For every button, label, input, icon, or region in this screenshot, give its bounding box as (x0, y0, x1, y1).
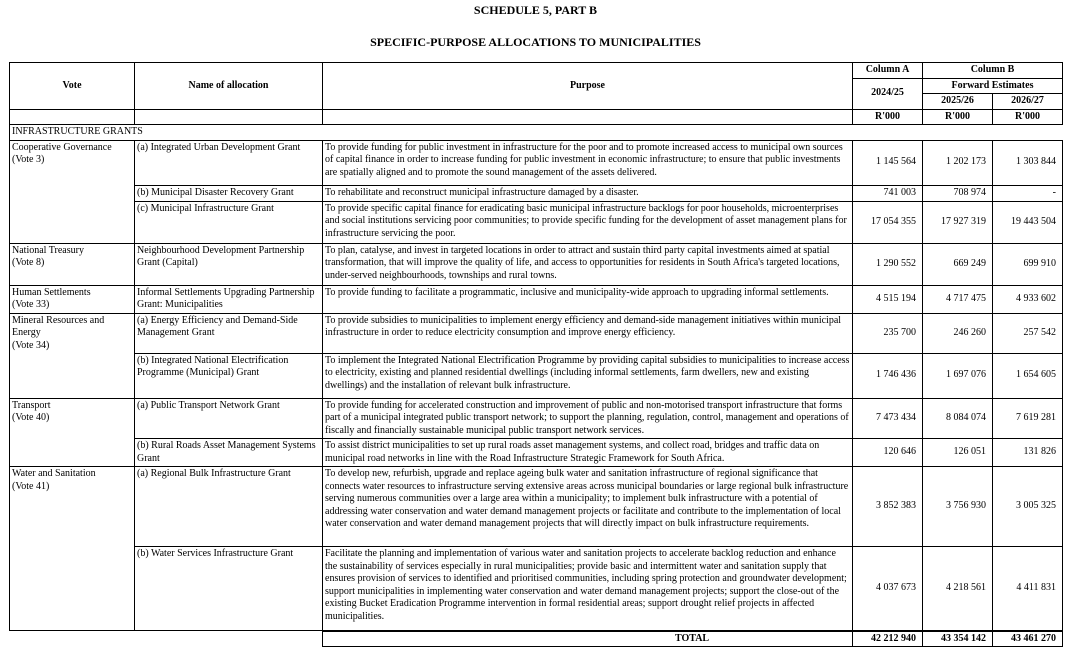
header-column-a: Column A (853, 63, 923, 79)
value-2025-26: 4 218 561 (923, 547, 993, 631)
value-2024-25: 3 852 383 (853, 467, 923, 547)
value-2024-25: 1 746 436 (853, 353, 923, 398)
value-2025-26: 126 051 (923, 439, 993, 467)
value-2025-26: 4 717 475 (923, 285, 993, 313)
value-2024-25: 17 054 355 (853, 201, 923, 243)
section-heading: INFRASTRUCTURE GRANTS (10, 125, 1063, 141)
value-2026-27: 257 542 (993, 313, 1063, 353)
header-year-1: 2024/25 (853, 78, 923, 109)
header-vote: Vote (10, 63, 135, 110)
value-2026-27: 1 654 605 (993, 353, 1063, 398)
total-b1: 43 354 142 (923, 631, 993, 647)
value-2024-25: 7 473 434 (853, 398, 923, 439)
value-2025-26: 1 697 076 (923, 353, 993, 398)
vote-cell (10, 185, 135, 201)
purpose-cell: To assist district municipalities to set up rural roads asset management systems, and collect road, bridges and traffic data on municipal road networks in line with the Road Infrastructure Strategic Framework for South Africa. (323, 439, 853, 467)
total-label: TOTAL (323, 631, 853, 647)
schedule-title: SCHEDULE 5, PART B (473, 3, 598, 17)
value-2024-25: 4 037 673 (853, 547, 923, 631)
value-2024-25: 741 003 (853, 185, 923, 201)
vote-cell: Transport (Vote 40) (10, 398, 135, 439)
table-row (10, 140, 1063, 185)
header-year-2: 2025/26 (923, 94, 993, 110)
purpose-cell: To provide subsidies to municipalities to implement energy efficiency and demand-side management initiatives within municipal infrastructure in order to reduce electricity consumption and improve energy efficiency. (323, 313, 853, 353)
allocation-name-cell: (a) Integrated Urban Development Grant (135, 140, 323, 185)
purpose-cell: To provide specific capital finance for eradicating basic municipal infrastructure backlogs for poor households, microenterprises and social institutions servicing poor communities; to provide specific funding for the development of asset management plans for infrastructure servicing the poor. (323, 201, 853, 243)
value-2025-26: 3 756 930 (923, 467, 993, 547)
value-2024-25: 4 515 194 (853, 285, 923, 313)
table-row (10, 439, 1063, 467)
table-row (10, 313, 1063, 353)
allocation-name-cell: (b) Water Services Infrastructure Grant (135, 547, 323, 631)
header-column-b: Column B (923, 63, 1063, 79)
vote-cell: Mineral Resources and Energy (Vote 34) (10, 313, 135, 353)
value-2024-25: 235 700 (853, 313, 923, 353)
value-2026-27: 3 005 325 (993, 467, 1063, 547)
allocation-name-cell: Neighbourhood Development Partnership Grant (Capital) (135, 243, 323, 285)
table-row (10, 547, 1063, 631)
purpose-cell: To develop new, refurbish, upgrade and replace ageing bulk water and sanitation infrastructure of regional significance that connects water resources to infrastructure serving extensive areas across municipal boundaries or large regional bulk infrastructure serving numerous communities over a large area within a municipality; to implement bulk infrastructure with a potential of addressing water conservation and water demand management projects or facilitate and contribute to the implementation of local water conservation and water demand management projects that will directly impact on bulk infrastructure requirements. (323, 467, 853, 547)
value-2026-27: 699 910 (993, 243, 1063, 285)
allocation-name-cell: (b) Integrated National Electrification Programme (Municipal) Grant (135, 353, 323, 398)
header-unit-b2: R'000 (993, 109, 1063, 125)
schedule-subtitle: SPECIFIC-PURPOSE ALLOCATIONS TO MUNICIPALITIES (370, 35, 701, 49)
value-2025-26: 8 084 074 (923, 398, 993, 439)
vote-cell: Water and Sanitation (Vote 41) (10, 467, 135, 547)
total-row (10, 631, 1063, 647)
table-row (10, 353, 1063, 398)
total-a: 42 212 940 (853, 631, 923, 647)
vote-cell (10, 353, 135, 398)
purpose-cell: To plan, catalyse, and invest in targeted locations in order to attract and sustain third party capital investments aimed at spatial transformation, that will improve the quality of life, and access to opportunities for residents in South Africa's targeted locations, under-served neighbourhoods, townships and rural towns. (323, 243, 853, 285)
vote-cell (10, 439, 135, 467)
allocation-name-cell: (b) Municipal Disaster Recovery Grant (135, 185, 323, 201)
table-row (10, 243, 1063, 285)
allocation-name-cell: (c) Municipal Infrastructure Grant (135, 201, 323, 243)
header-forward-estimates: Forward Estimates (923, 78, 1063, 94)
value-2026-27: 4 933 602 (993, 285, 1063, 313)
allocation-name-cell: (a) Energy Efficiency and Demand-Side Management Grant (135, 313, 323, 353)
vote-cell: Human Settlements (Vote 33) (10, 285, 135, 313)
purpose-cell: To rehabilitate and reconstruct municipal infrastructure damaged by a disaster. (323, 185, 853, 201)
table-row (10, 398, 1063, 439)
table-row (10, 201, 1063, 243)
value-2026-27: 4 411 831 (993, 547, 1063, 631)
value-2026-27: 7 619 281 (993, 398, 1063, 439)
value-2025-26: 246 260 (923, 313, 993, 353)
purpose-cell: To provide funding to facilitate a programmatic, inclusive and municipality-wide approach to upgrading informal settlements. (323, 285, 853, 313)
value-2024-25: 120 646 (853, 439, 923, 467)
allocation-name-cell: (a) Regional Bulk Infrastructure Grant (135, 467, 323, 547)
header-year-3: 2026/27 (993, 94, 1063, 110)
purpose-cell: To implement the Integrated National Electrification Programme by providing capital subsidies to municipalities to increase access to electricity, existing and planned residential dwellings (including informal settlements, farm dwellers, new and existing dwellings) and the installation of relevant bulk infrastructure. (323, 353, 853, 398)
table-row (10, 285, 1063, 313)
vote-cell: Cooperative Governance (Vote 3) (10, 140, 135, 185)
header-purpose: Purpose (323, 63, 853, 110)
value-2026-27: 131 826 (993, 439, 1063, 467)
purpose-cell: To provide funding for accelerated construction and improvement of public and non-motorised transport infrastructure that forms part of a municipal integrated public transport network; to support the planning, regulation, control, management and operations of fiscally and financially sustainable municipal public transport network services. (323, 398, 853, 439)
table-row (10, 467, 1063, 547)
table-row (10, 185, 1063, 201)
header-unit-a: R'000 (853, 109, 923, 125)
vote-cell: National Treasury (Vote 8) (10, 243, 135, 285)
allocation-name-cell: (a) Public Transport Network Grant (135, 398, 323, 439)
vote-cell (10, 201, 135, 243)
header-unit-b1: R'000 (923, 109, 993, 125)
value-2025-26: 17 927 319 (923, 201, 993, 243)
total-b2: 43 461 270 (993, 631, 1063, 647)
vote-cell (10, 547, 135, 631)
value-2025-26: 669 249 (923, 243, 993, 285)
value-2026-27: 19 443 504 (993, 201, 1063, 243)
value-2024-25: 1 290 552 (853, 243, 923, 285)
purpose-cell: Facilitate the planning and implementation of various water and sanitation projects to accelerate backlog reduction and enhance the sustainability of services especially in rural municipalities; provide basic and intermittent water and sanitation supply that ensures provision of services to identified and prioritised communities, including spring protection and groundwater development; support municipalities in implementing water conservation and water demand management projects; support the close-out of the existing Bucket Eradication Programme intervention in formal residential areas; support drought relief projects in affected municipalities. (323, 547, 853, 631)
value-2025-26: 708 974 (923, 185, 993, 201)
value-2025-26: 1 202 173 (923, 140, 993, 185)
allocations-table (9, 62, 1063, 647)
allocation-name-cell: (b) Rural Roads Asset Management Systems Grant (135, 439, 323, 467)
value-2024-25: 1 145 564 (853, 140, 923, 185)
header-name: Name of allocation (135, 63, 323, 110)
purpose-cell: To provide funding for public investment in infrastructure for the poor and to promote increased access to municipal own sources of capital finance in order to increase funding for public investment in economic infrastructure; to ensure that public investments are spatially aligned and to promote the sound management of the assets delivered. (323, 140, 853, 185)
value-2026-27: 1 303 844 (993, 140, 1063, 185)
allocation-name-cell: Informal Settlements Upgrading Partnership Grant: Municipalities (135, 285, 323, 313)
value-2026-27: - (993, 185, 1063, 201)
